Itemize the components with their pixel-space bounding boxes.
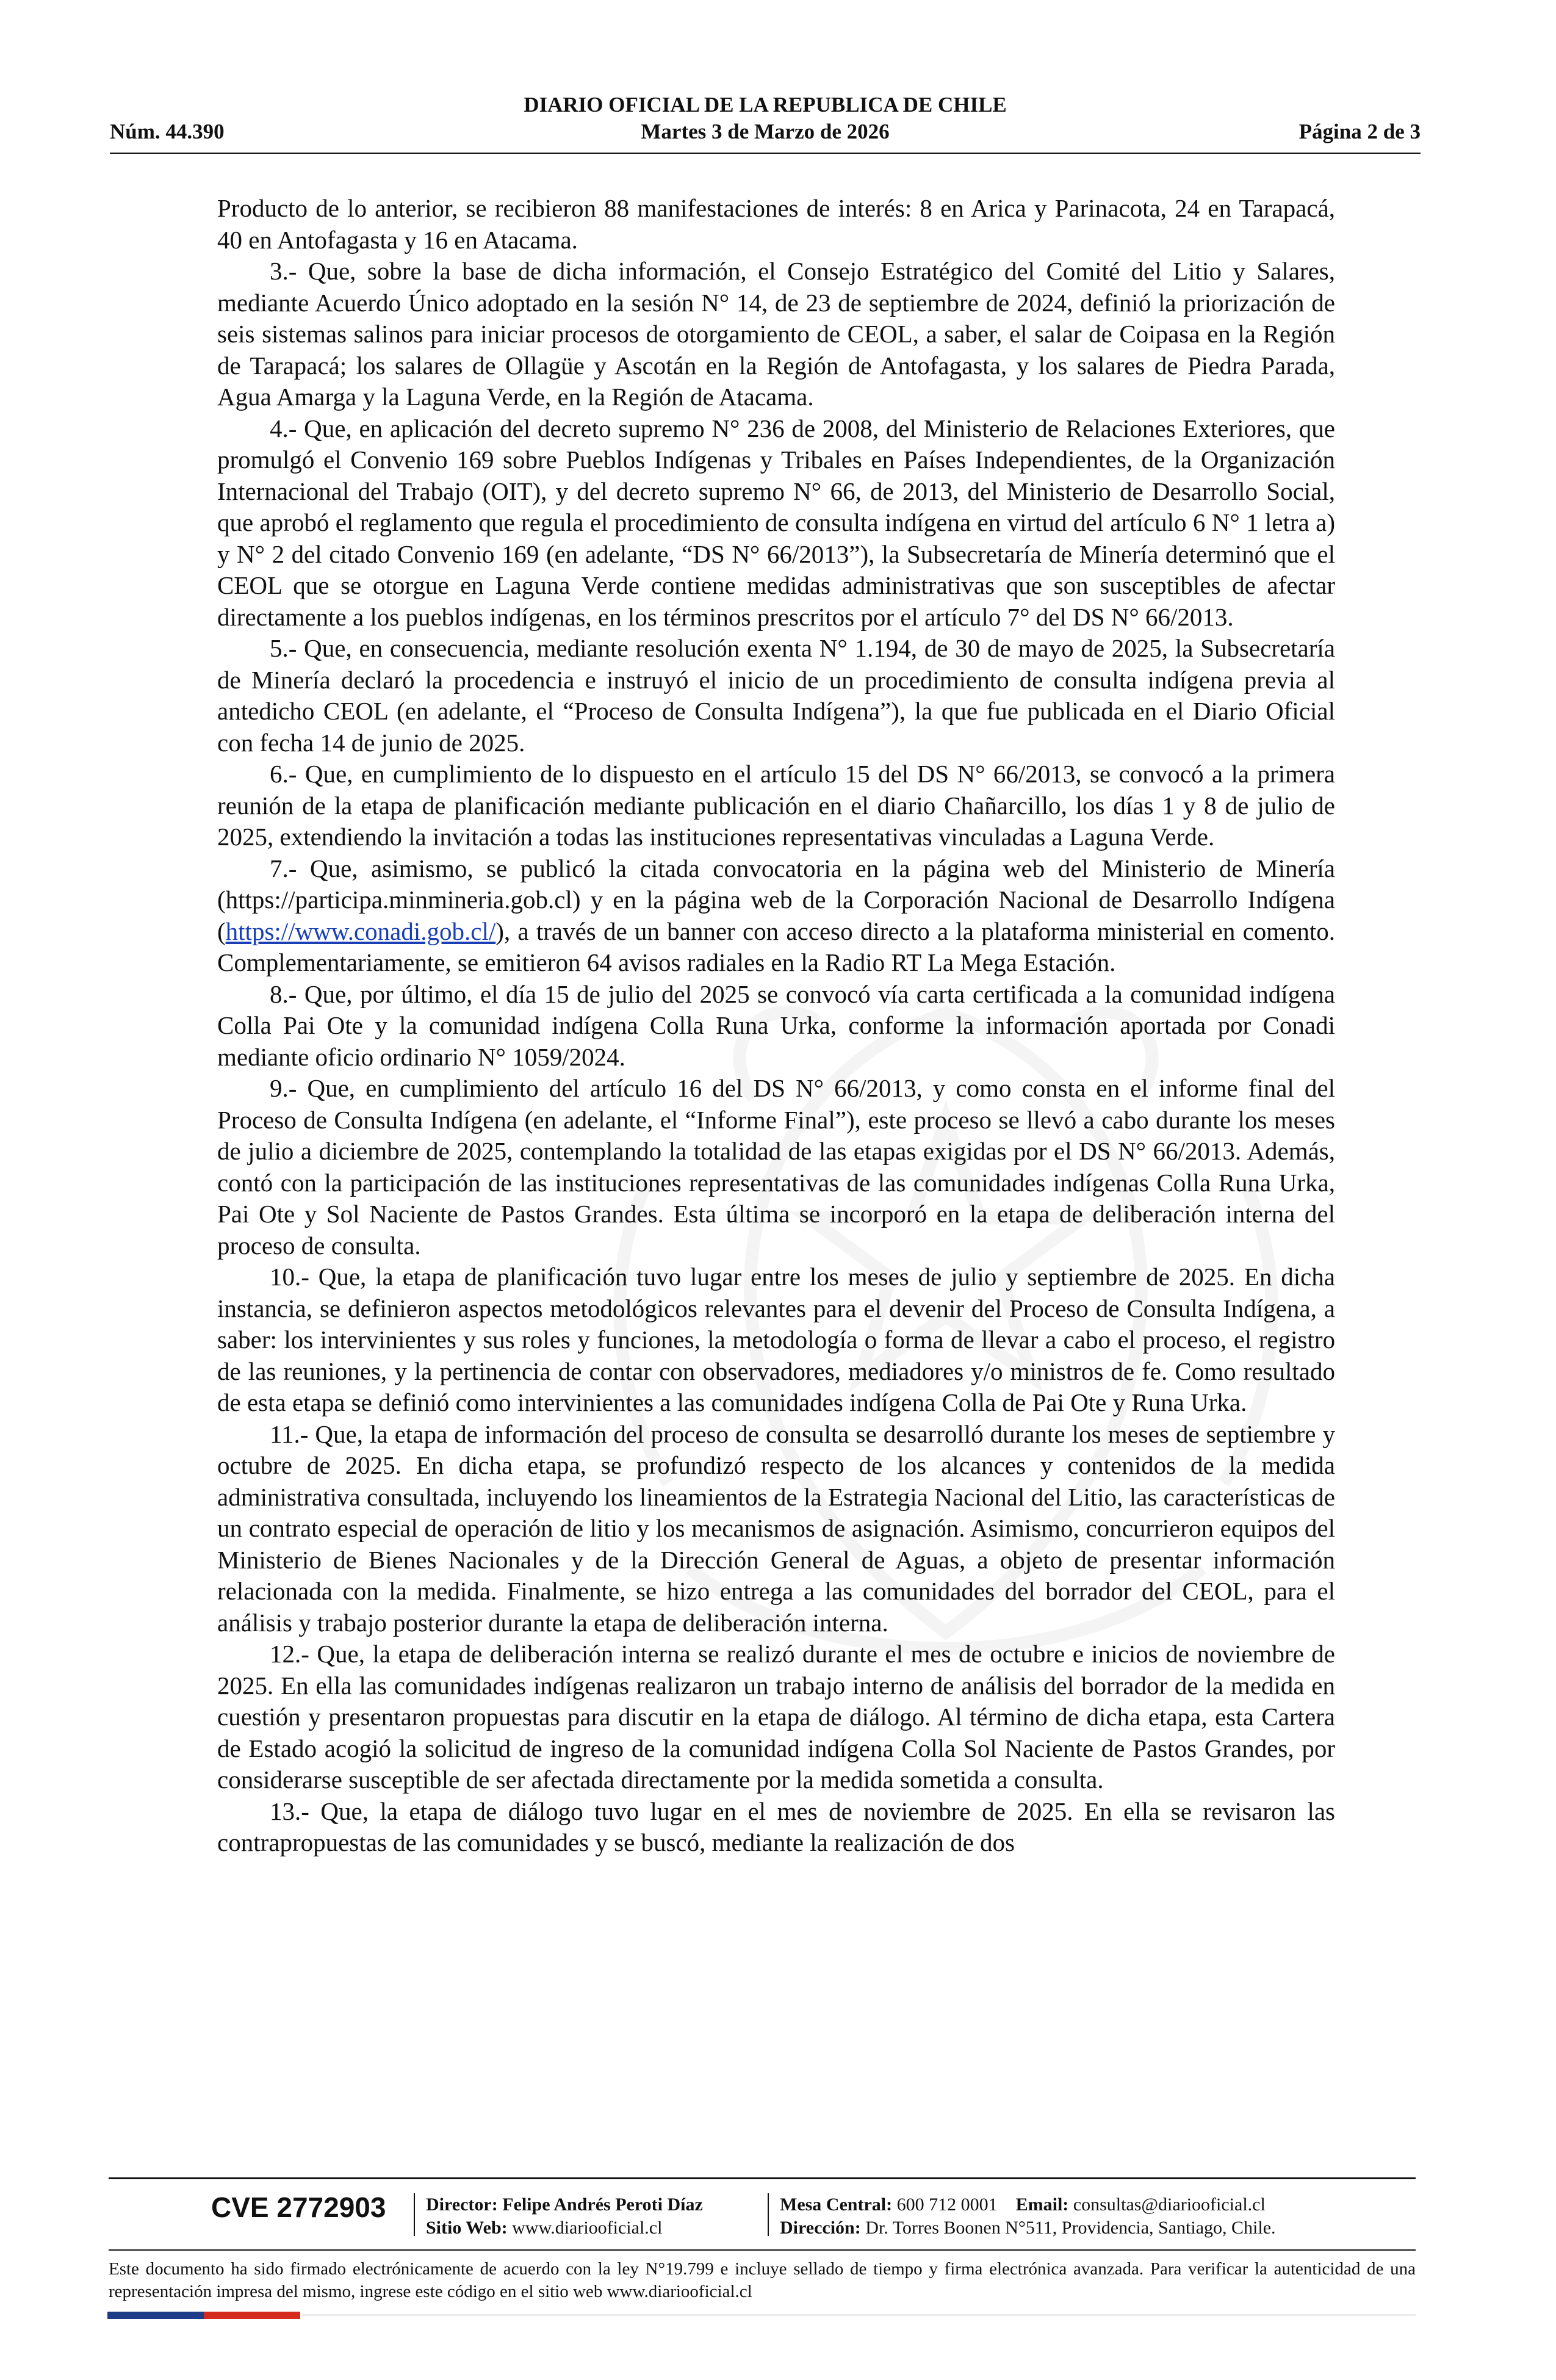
footer-divider-mid — [109, 2249, 1416, 2251]
paragraph-6: 6.- Que, en cumplimiento de lo dispuesto en el artículo 15 del DS N° 66/2013, se convocó a la primera reunión de la etapa de planificación mediante publicación en el diario Chañarcillo, los días 1 y 8 de julio de 2025, extendiendo la invitación a todas las instituciones representativas vinculadas a Laguna Verde. — [217, 760, 1335, 851]
director-block — [426, 2193, 703, 2240]
paragraph-5: 5.- Que, en consecuencia, mediante resolución exenta N° 1.194, de 30 de mayo de 2025, la Subsecretaría de Minería declaró la procedencia e instruyó el inicio de un procedimiento de consulta indígena previa al antedicho CEOL (en adelante, el “Proceso de Consulta Indígena”), la que fue publicada en el Diario Oficial con fecha 14 de junio de 2025. — [217, 634, 1335, 757]
newspaper-title: DIARIO OFICIAL DE LA REPUBLICA DE CHILE — [524, 93, 1007, 117]
flag-blue-segment — [107, 2312, 204, 2319]
address-line — [780, 2216, 1276, 2240]
issue-date: Martes 3 de Marzo de 2026 — [641, 120, 890, 143]
paragraph-4: 4.- Que, en aplicación del decreto supremo N° 236 de 2008, del Ministerio de Relaciones Exteriores, que promulgó el Convenio 169 sobre Pueblos Indígenas y Tribales en Países Independientes, de la Organización Internacional del Trabajo (OIT), y del decreto supremo N° 66, de 2013, del Ministerio de Desarrollo Social, que aprobó el reglamento que regula el procedimiento de consulta indígena en virtud del artículo 6 N° 1 letra a) y N° 2 del citado Convenio 169 (en adelante, “DS N° 66/2013”), la Subsecretaría de Minería determinó que el CEOL que se otorgue en Laguna Verde contiene medidas administrativas que son susceptibles de afectar directamente a los pueblos indígenas, en los términos prescritos por el artículo 7° del DS N° 66/2013. — [217, 414, 1335, 631]
document-body — [217, 193, 1335, 1859]
header-divider — [110, 153, 1421, 154]
contact-block — [780, 2193, 1276, 2240]
flag-red-segment — [204, 2312, 300, 2319]
conadi-link[interactable]: https://www.conadi.gob.cl/ — [225, 917, 496, 945]
paragraph-13: 13.- Que, la etapa de diálogo tuvo lugar en el mes de noviembre de 2025. En ella se revisaron las contrapropuestas de las comunidades y se buscó, mediante la realización de dos — [217, 1797, 1335, 1856]
director-name: Felipe Andrés Peroti Díaz — [502, 2194, 703, 2215]
legal-notice: Este documento ha sido firmado electrónicamente de acuerdo con la ley N°19.799 e incluye sellado de tiempo y firma electrónica avanzada. Para verificar la autenticidad de una representación impresa del mismo, ingrese este código en el sitio web www.diariooficial.cl — [109, 2259, 1416, 2301]
director-label: Director: — [426, 2194, 498, 2215]
paragraph-11: 11.- Que, la etapa de información del proceso de consulta se desarrolló durante los meses de septiembre y octubre de 2025. En dicha etapa, se profundizó respecto de los alcances y contenidos de la medida administrativa consultada, incluyendo los lineamientos de la Estrategia Nacional del Litio, las características de un contrato especial de operación de litio y los mecanismos de asignación. Asimismo, concurrieron equipos del Ministerio de Bienes Nacionales y de la Dirección General de Aguas, a objeto de presentar información relacionada con la medida. Finalmente, se hizo entrega a las comunidades del borrador del CEOL, para el análisis y trabajo posterior durante la etapa de deliberación interna. — [217, 1419, 1335, 1637]
paragraph-10: 10.- Que, la etapa de planificación tuvo lugar entre los meses de julio y septiembre de 2025. En dicha instancia, se definieron aspectos metodológicos relevantes para el devenir del Proceso de Consulta Indígena, a saber: los intervinientes y sus roles y funciones, la metodología o forma de llevar a cabo el proceso, el registro de las reuniones, y la pertinencia de contar con observadores, mediadores y/o ministros de fe. Como resultado de esta etapa se definió como intervinientes a las comunidades indígena Colla de Pai Ote y Runa Urka. — [217, 1263, 1335, 1416]
page-header — [110, 93, 1421, 154]
site-label: Sitio Web: — [426, 2218, 508, 2238]
director-line — [426, 2193, 703, 2216]
paragraph-12: 12.- Que, la etapa de deliberación interna se realizó durante el mes de octubre e inicios de noviembre de 2025. En ella las comunidades indígenas realizaron un trabajo interno de análisis del borrador de la medida en cuestión y presentaron propuestas para discutir en la etapa de diálogo. Al término de dicha etapa, esta Cartera de Estado acogió la solicitud de ingreso de la comunidad indígena Colla Sol Naciente de Pastos Grandes, por considerarse susceptible de ser afectada directamente por la medida sometida a consulta. — [217, 1640, 1335, 1794]
paragraph-3: 3.- Que, sobre la base de dicha información, el Consejo Estratégico del Comité del Litio y Salares, mediante Acuerdo Único adoptado en la sesión N° 14, de 23 de septiembre de 2024, definió la priorización de seis sistemas salinos para iniciar procesos de otorgamiento de CEOL, a saber, el salar de Coipasa en la Región de Tarapacá; los salares de Ollagüe y Ascotán en la Región de Antofagasta, y los salares de Piedra Parada, Agua Amarga y la Laguna Verde, en la Región de Atacama. — [217, 257, 1335, 411]
paragraph-7 — [217, 853, 1335, 979]
footer-divider-top — [109, 2177, 1416, 2179]
site-value[interactable]: www.diariooficial.cl — [512, 2218, 663, 2238]
phone-email-line — [780, 2193, 1276, 2216]
mesa-value: 600 712 0001 — [896, 2194, 998, 2215]
email-value[interactable]: consultas@diariooficial.cl — [1073, 2194, 1266, 2215]
page-footer — [109, 2177, 1416, 2336]
flag-stripe — [107, 2312, 300, 2319]
paragraph-intro: Producto de lo anterior, se recibieron 88 manifestaciones de interés: 8 en Arica y Parinacota, 24 en Tarapacá, 40 en Antofagasta y 16 en Atacama. — [217, 194, 1335, 254]
page-indicator: Página 2 de 3 — [1298, 120, 1421, 143]
cve-code: CVE 2772903 — [211, 2191, 386, 2223]
footer-separator — [768, 2193, 769, 2236]
footer-separator — [414, 2193, 415, 2236]
paragraph-7-text-a: 7.- Que, asimismo, se publicó la citada convocatoria en la página web del Ministerio de Minería (https://participa.minmineria.gob.cl) y en la página web de la Corporación Nacional de Desarrollo Indígena ( — [217, 854, 1335, 945]
paragraph-9: 9.- Que, en cumplimiento del artículo 16 del DS N° 66/2013, y como consta en el informe final del Proceso de Consulta Indígena (en adelante, el “Informe Final”), este proceso se llevó a cabo durante los meses de julio a diciembre de 2025, contemplando la totalidad de las etapas exigidas por el DS N° 66/2013. Además, contó con la participación de las instituciones representativas de las comunidades indígenas Colla Runa Urka, Pai Ote y Sol Naciente de Pastos Grandes. Esta última se incorporó en la etapa de deliberación interna del proceso de consulta. — [217, 1074, 1335, 1260]
issue-number: Núm. 44.390 — [110, 120, 225, 143]
paragraph-8: 8.- Que, por último, el día 15 de julio del 2025 se convocó vía carta certificada a la comunidad indígena Colla Pai Ote y la comunidad indígena Colla Runa Urka, conforme la información aportada por Conadi mediante oficio ordinario N° 1059/2024. — [217, 979, 1335, 1071]
site-line — [426, 2216, 703, 2240]
address-label: Dirección: — [780, 2218, 861, 2238]
paragraph-7-text-b: ), a través de un banner con acceso directo a la plataforma ministerial en comento. Complementariamente, se emitieron 64 avisos radiales en la Radio RT La Mega Estación. — [217, 917, 1335, 976]
address-value: Dr. Torres Boonen N°511, Providencia, Santiago, Chile. — [865, 2218, 1276, 2238]
mesa-label: Mesa Central: — [780, 2194, 893, 2215]
email-label: Email: — [1015, 2194, 1069, 2215]
